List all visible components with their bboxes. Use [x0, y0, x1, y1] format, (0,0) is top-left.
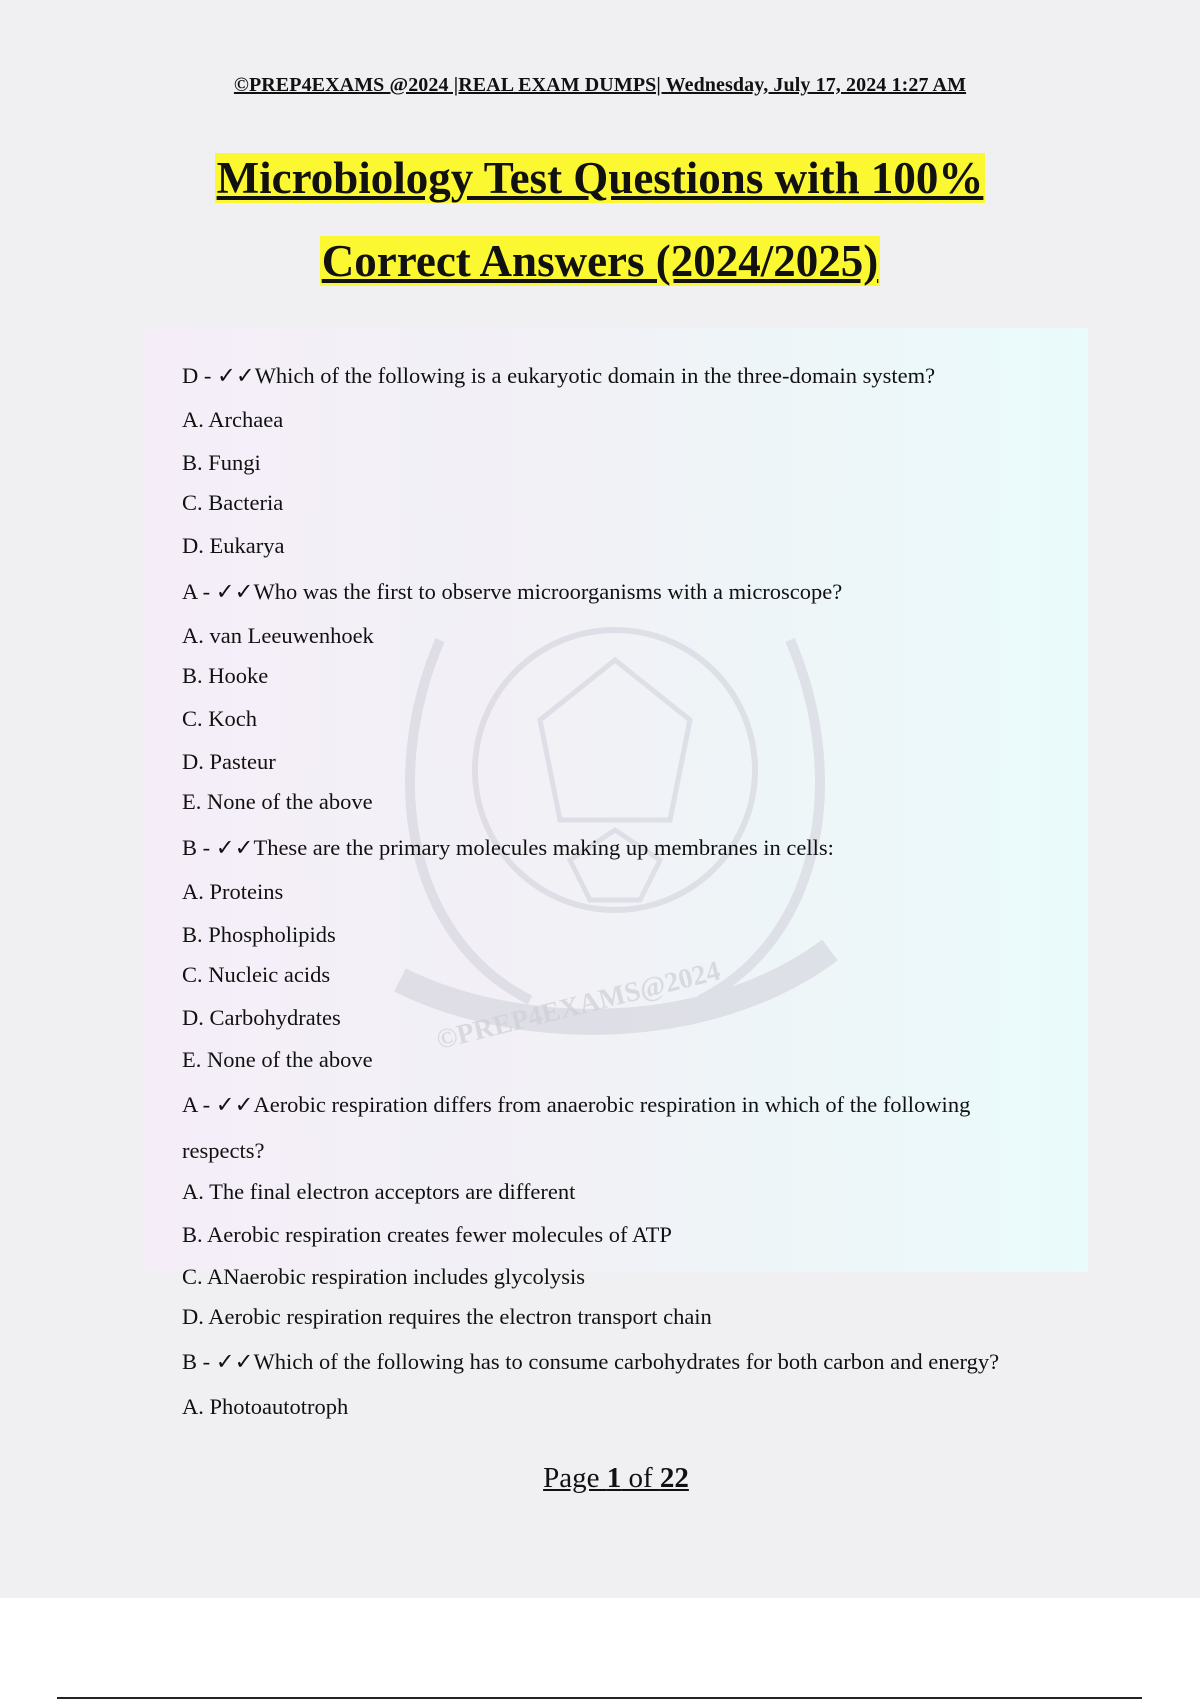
answer-option: C. Koch	[182, 706, 257, 731]
answer-option: A. Proteins	[182, 879, 284, 904]
question-line: A - ✓✓Who was the first to observe microorganisms with a microscope?	[182, 579, 843, 604]
answer-option: D. Pasteur	[182, 749, 276, 774]
answer-option: D. Eukarya	[182, 533, 285, 558]
page-label: Page	[543, 1462, 607, 1494]
page-number	[0, 1462, 1200, 1495]
page-header: ©PREP4EXAMS @2024 |REAL EXAM DUMPS| Wednesday, July 17, 2024 1:27 AM	[233, 74, 967, 96]
title-highlight-2: Correct Answers (2024/2025)	[321, 236, 879, 286]
next-page-divider	[57, 1697, 1142, 1699]
answer-option: E. None of the above	[182, 1047, 373, 1072]
current-page: 1	[606, 1462, 622, 1494]
answer-option: D. Aerobic respiration requires the electron transport chain	[182, 1304, 712, 1329]
question-line: B - ✓✓These are the primary molecules making up membranes in cells:	[182, 835, 834, 860]
document-title-line-1	[0, 149, 1200, 207]
answer-option: B. Fungi	[182, 450, 261, 475]
answer-option: B. Hooke	[182, 663, 269, 688]
question-line-continued: respects?	[182, 1138, 265, 1163]
title-highlight-1: Microbiology Test Questions with 100%	[216, 153, 984, 203]
page-of-label: of	[621, 1462, 660, 1494]
answer-option: A. Photoautotroph	[182, 1394, 349, 1419]
answer-option: C. ANaerobic respiration includes glycolysis	[182, 1264, 586, 1289]
answer-option: D. Carbohydrates	[182, 1005, 341, 1030]
answer-option: C. Bacteria	[182, 490, 284, 515]
watermark-text: ©PREP4EXAMS@2024	[433, 955, 724, 1057]
answer-option: A. The final electron acceptors are different	[182, 1179, 576, 1204]
answer-option: C. Nucleic acids	[182, 962, 331, 987]
answer-option: E. None of the above	[182, 789, 373, 814]
question-line: B - ✓✓Which of the following has to consume carbohydrates for both carbon and energy?	[182, 1349, 1000, 1374]
answer-option: B. Phospholipids	[182, 922, 336, 947]
question-line: D - ✓✓Which of the following is a eukaryotic domain in the three-domain system?	[182, 363, 936, 388]
question-line: A - ✓✓Aerobic respiration differs from anaerobic respiration in which of the following	[182, 1092, 971, 1117]
answer-option: B. Aerobic respiration creates fewer molecules of ATP	[182, 1222, 672, 1247]
answer-option: A. van Leeuwenhoek	[182, 623, 374, 648]
answer-option: A. Archaea	[182, 407, 284, 432]
document-title-line-2	[0, 232, 1200, 290]
total-pages: 22	[659, 1462, 689, 1494]
